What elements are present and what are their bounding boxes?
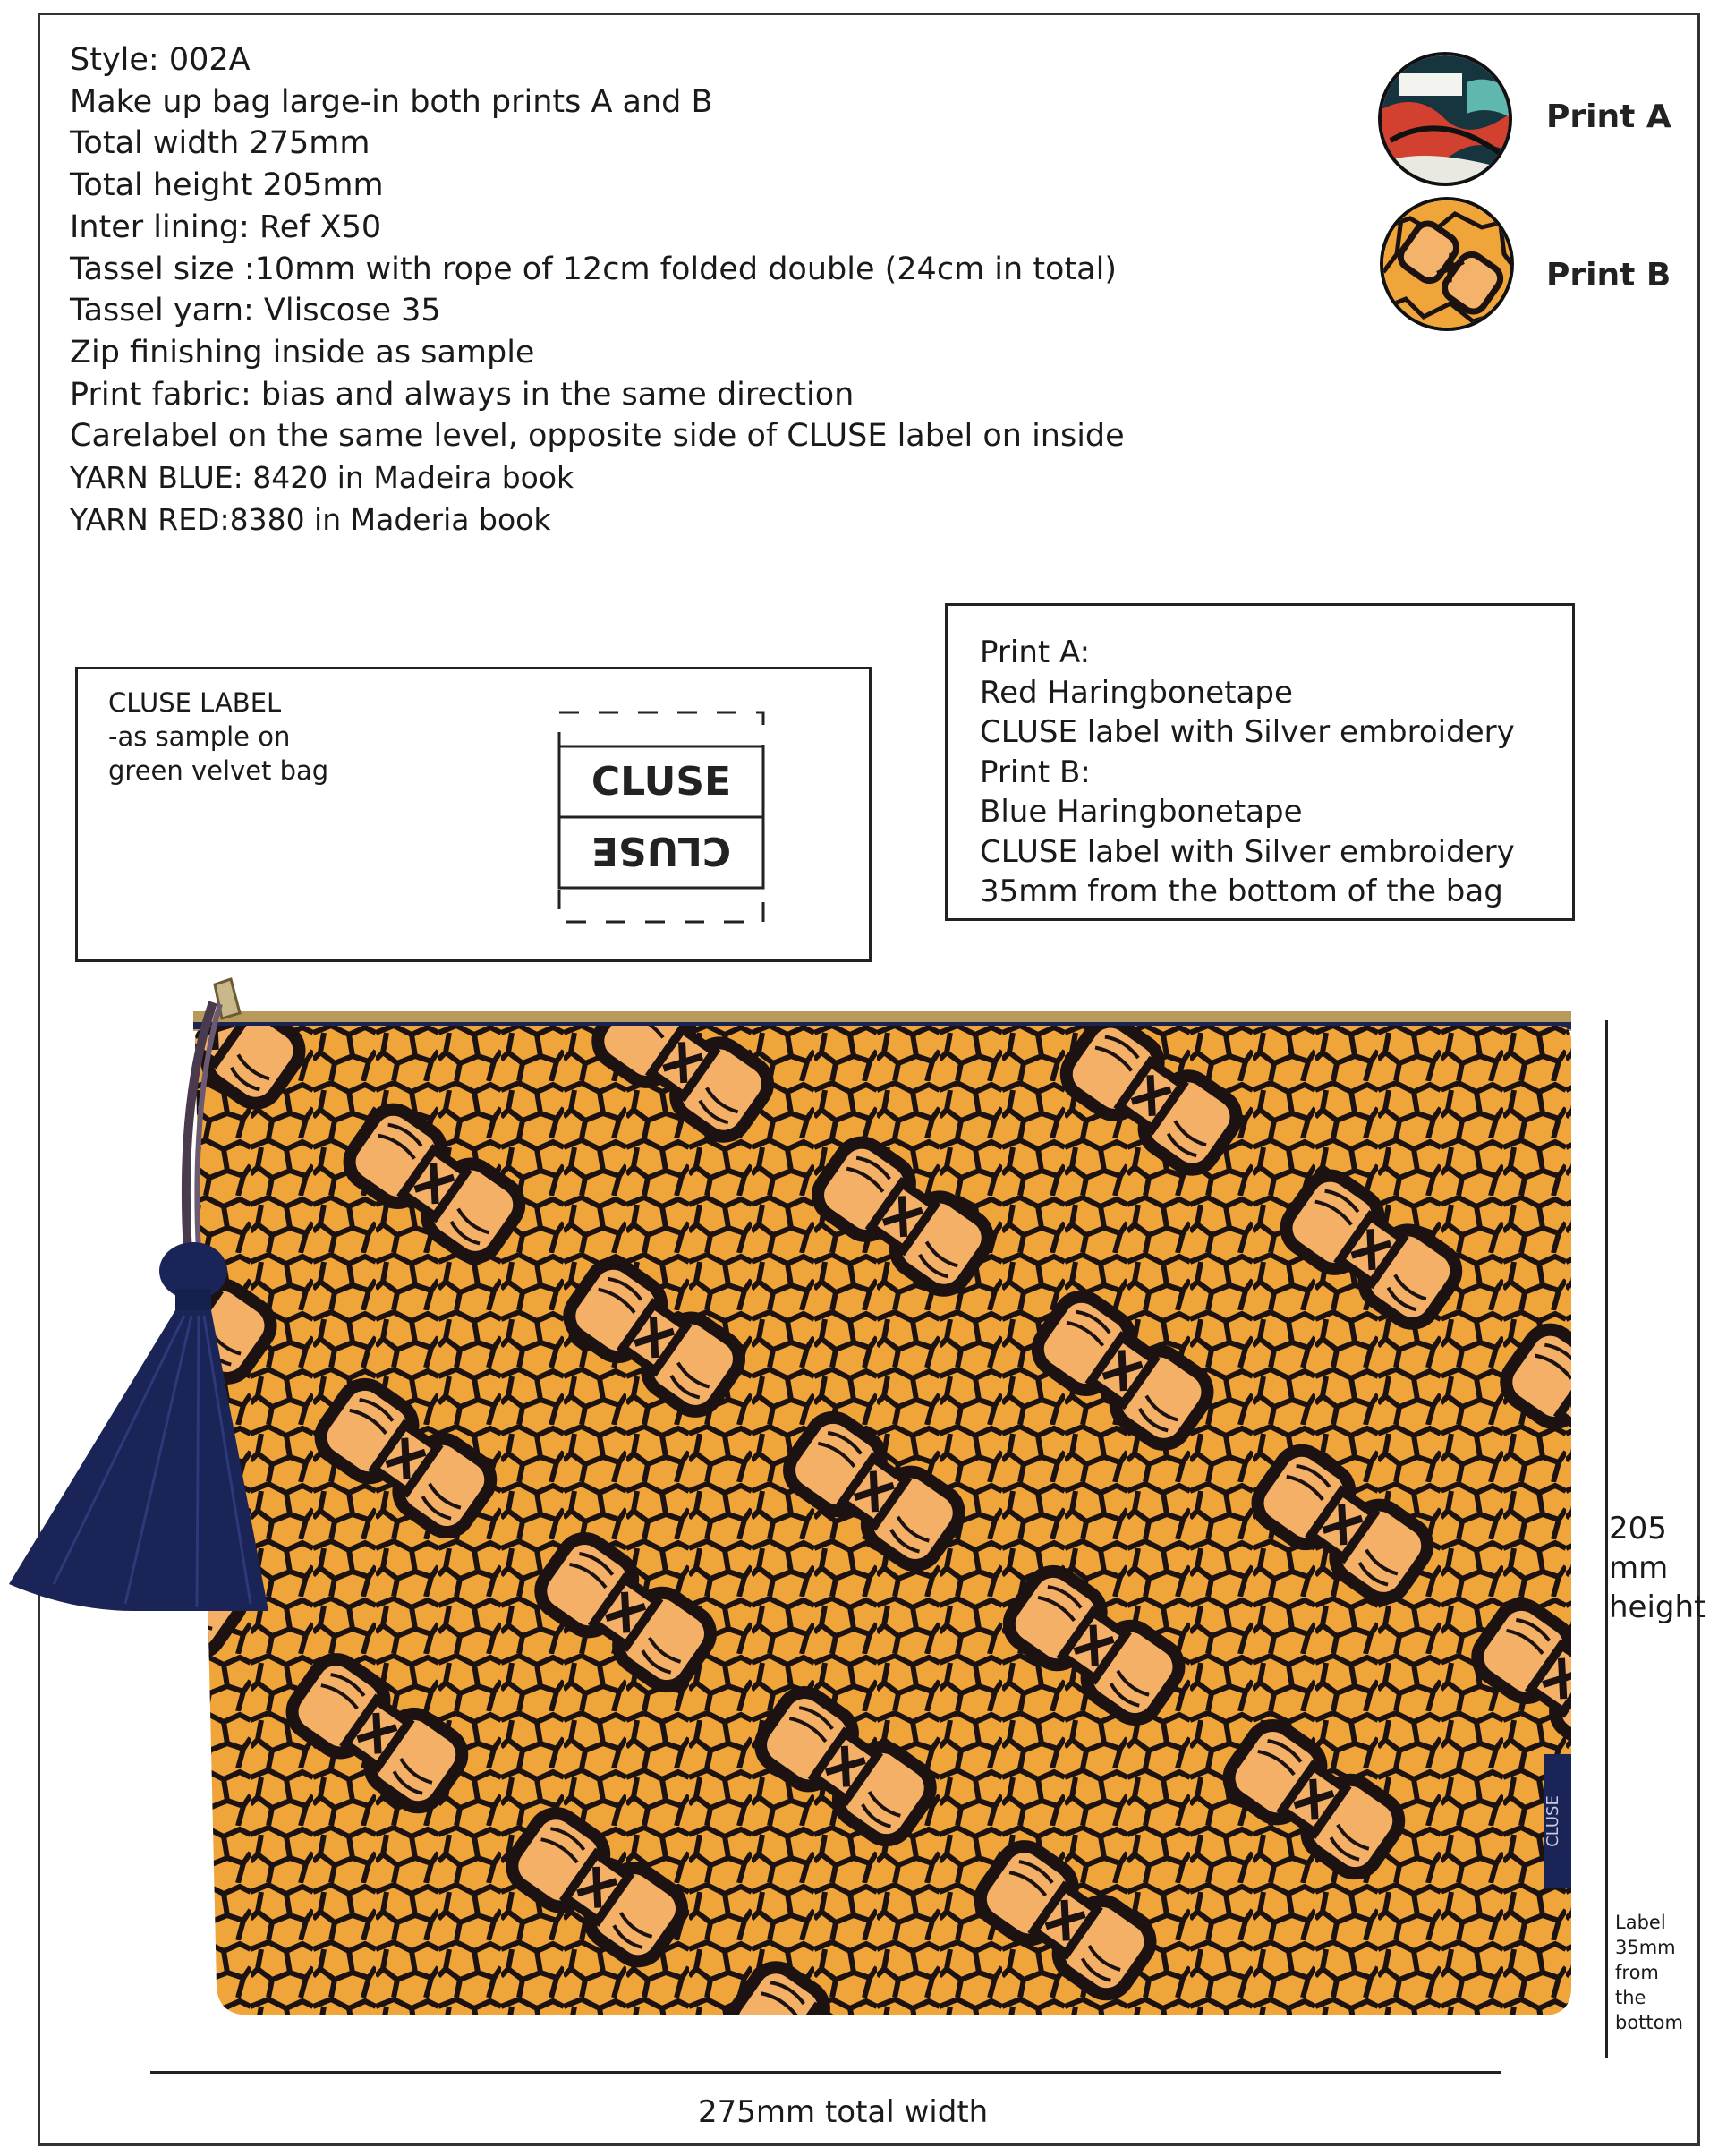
label-position-note xyxy=(1615,1910,1718,2035)
print-info-line: Red Haringbonetape xyxy=(980,674,1293,711)
print-info-line: CLUSE label with Silver embroidery xyxy=(980,833,1515,870)
spec-line: Total width 275mm xyxy=(70,125,370,162)
spec-line: Print fabric: bias and always in the same direction xyxy=(70,376,855,413)
spec-line: Style: 002A xyxy=(70,42,251,78)
label-note-line: Label xyxy=(1615,1912,1666,1933)
cluse-box-line: CLUSE LABEL xyxy=(108,687,282,718)
print-info-line: Print B: xyxy=(980,754,1091,790)
height-dimension-line-text: height xyxy=(1609,1589,1706,1625)
print-a-label: Print A xyxy=(1546,98,1671,135)
label-note-line: 35mm xyxy=(1615,1937,1676,1958)
cluse-label-text: CLUSE xyxy=(591,759,732,805)
spec-line: YARN BLUE: 8420 in Madeira book xyxy=(70,460,574,496)
height-dimension-line-text: mm xyxy=(1609,1550,1669,1586)
bag-side-label: CLUSE xyxy=(1544,1795,1562,1847)
print-info-line: CLUSE label with Silver embroidery xyxy=(980,714,1515,750)
print-info-line: Blue Haringbonetape xyxy=(980,794,1303,830)
spec-line: Carelabel on the same level, opposite side of CLUSE label on inside xyxy=(70,418,1125,455)
cluse-label-text-inverted: CLUSE xyxy=(591,828,732,873)
width-dimension-line xyxy=(150,2071,1501,2074)
label-note-line: the bottom xyxy=(1615,1987,1683,2033)
spec-line: Inter lining: Ref X50 xyxy=(70,209,382,245)
spec-line: Tassel size :10mm with rope of 12cm folded double (24cm in total) xyxy=(70,251,1118,287)
width-dimension-text: 275mm total width xyxy=(698,2094,989,2130)
cluse-label-box xyxy=(75,667,872,962)
print-b-label: Print B xyxy=(1546,257,1671,294)
spec-line: Make up bag large-in both prints A and B xyxy=(70,83,713,120)
spec-text-block xyxy=(70,39,1125,541)
print-info-box xyxy=(945,603,1575,921)
cluse-box-line: -as sample on xyxy=(108,721,291,752)
spec-line: YARN RED:8380 in Maderia book xyxy=(70,501,551,537)
print-a-swatch xyxy=(1378,52,1512,186)
height-dimension-line-text: 205 xyxy=(1609,1511,1667,1547)
print-b-swatch xyxy=(1380,197,1514,331)
cluse-label-illustration xyxy=(552,705,767,929)
print-info-line: Print A: xyxy=(980,635,1091,670)
spec-line: Zip finishing inside as sample xyxy=(70,334,535,371)
height-dimension-line xyxy=(1605,1020,1608,2058)
height-dimension-text xyxy=(1609,1509,1705,1627)
bag-illustration xyxy=(0,967,1611,2041)
label-note-line: from xyxy=(1615,1962,1659,1983)
spec-line: Tassel yarn: Vliscose 35 xyxy=(70,293,441,329)
cluse-box-line: green velvet bag xyxy=(108,755,329,786)
spec-line: Total height 205mm xyxy=(70,167,384,204)
print-info-line: 35mm from the bottom of the bag xyxy=(980,873,1503,909)
